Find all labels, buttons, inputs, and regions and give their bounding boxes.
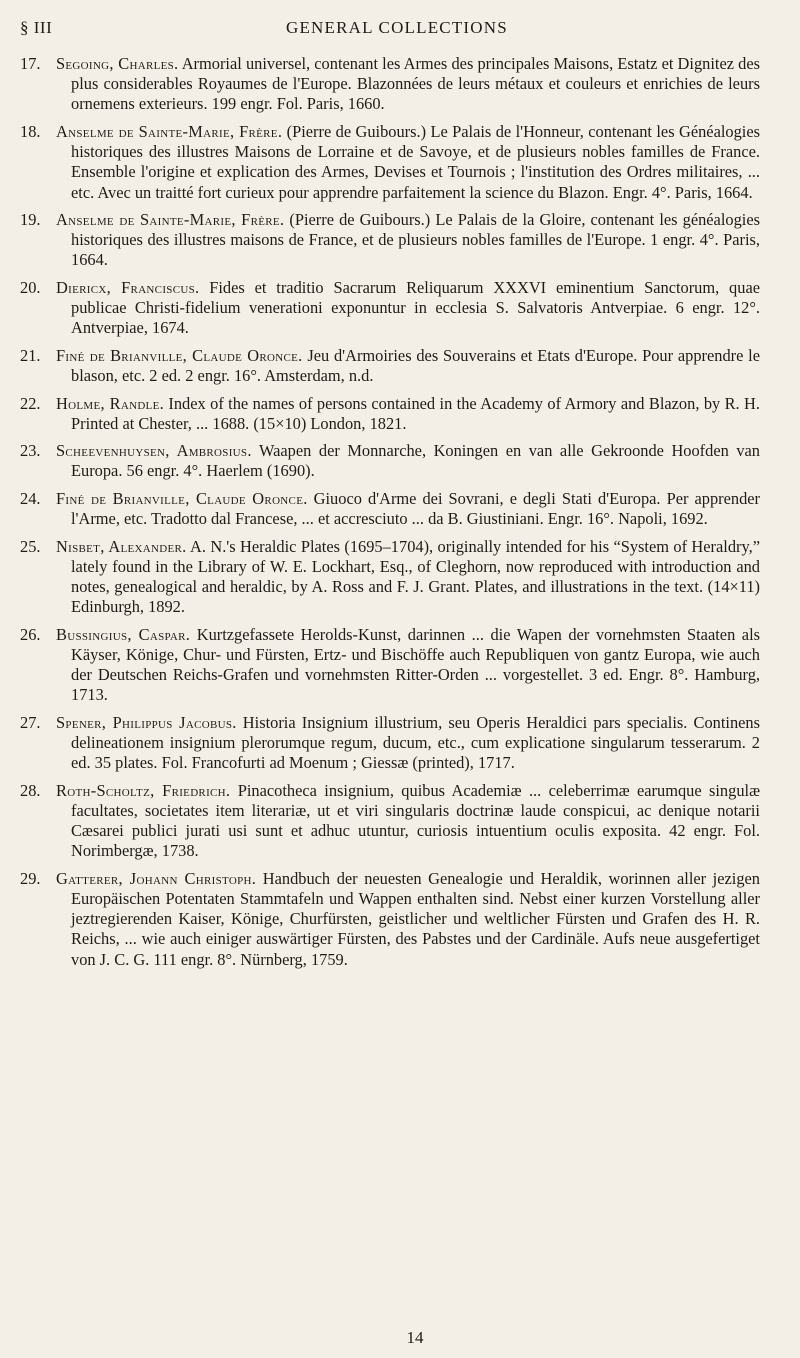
entry-author: Finé de Brianville, Claude Oronce. [56,345,303,365]
entry-description: Jeu d'Armoiries des Souverains et Etats d'Europe. Pour apprendre le blason, etc. 2 ed. 2 engr. 16°. Amsterdam, n.d. [71,345,761,386]
entry-text [56,781,760,862]
catalogue-entry [20,869,760,970]
entry-description: (Pierre de Guibours.) Le Palais de l'Honneur, contenant les Généalogies historiques des illustres Maisons de Lorraine et de Savoye, et de plusieurs nobles familles de France. Ensemble l'origine et explication des Armes, Devises et Tournois ; l'institution des Ordres militaires, ... etc. Avec un traitté fort curieux pour apprendre parfaitement la science du Blazon. Engr. 4°. Paris, 1664. [71,121,760,202]
entry-author: Holme, Randle. [56,393,164,413]
entry-text [56,346,760,386]
catalogue-entry [20,54,760,115]
entry-text [56,278,760,339]
entry-number: 23. [20,441,41,461]
entry-author: Spener, Philippus Jacobus. [56,712,237,732]
section-mark: § III [20,18,53,37]
entry-text [56,869,760,970]
entry-number: 18. [20,121,41,141]
entry-number: 17. [20,54,41,73]
catalogue-entry [20,210,760,271]
entry-author: Anselme de Sainte-Marie, Frère. [56,210,285,230]
entry-number: 19. [20,210,41,230]
entry-author: Finé de Brianville, Claude Oronce. [56,488,308,508]
catalogue-entry [20,278,760,339]
entry-description: Waapen der Monnarche, Koningen en van alle Gekroonde Hoofden van Europa. 56 engr. 4°. Haerlem (1690). [71,441,760,481]
catalogue-entry [20,394,760,434]
entry-author: Schеevenhuysen, Ambrosius. [56,441,252,461]
entry-description: Pinacotheca insignium, quibus Academiæ ... celeberrimæ earumque singulæ facultates, societates item literariæ, ut et viri singularis doctrinæ laude conspicui, ac denique notarii Cæsarei publici jurati usi sunt et adhuc utuntur, curiosis intuentium oculis exposita. 42 engr. Fol. Norimbergæ, 1738. [71,780,761,861]
page-number: 14 [406,1328,424,1347]
entry-description: Handbuch der neuesten Genealogie und Heraldik, worinnen aller jezigen Europäischen Potentaten Stammtafeln und Wappen enthalten sind. Nebst einer kurzen Vorstellung aller jeztregierenden Kaiser, Könige, Churfürsten, geistlicher und weltlicher Fürsten und Grafen des H. R. Reichs, ... wie auch einiger auswärtiger Fürsten, des Pabstes und der Cardinäle. Aufs neue ausgefertiget von J. C. G. 111 engr. 8°. Nürnberg, 1759. [71,868,760,969]
entry-number: 25. [20,536,41,556]
entry-number: 26. [20,624,41,644]
entry-description: Historia Insignium illustrium, seu Operis Heraldici pars specialis. Continens delineationem insignium plerorumque regum, ducum, etc., cum explicatione singularum tesserarum. 2 ed. 35 plates. Fol. Francofurti ad Moenum ; Giessæ (printed), 1717. [71,712,760,773]
entry-text [56,625,760,706]
entry-number: 21. [20,345,41,365]
entry-list [20,54,760,970]
entry-number: 27. [20,712,41,732]
entry-author: Anselme de Sainte-Marie, Frère. [56,121,283,141]
entry-description: Index of the names of persons contained in the Academy of Armory and Blazon, by R. H. Printed at Chester, ... 1688. (15×10) London, 1821. [71,393,760,433]
entry-author: Diericx, Franciscus. [56,277,200,297]
catalogue-entry [20,537,760,618]
entry-author: Bussingius, Caspar. [56,624,191,644]
entry-text [56,54,760,115]
entry-number: 22. [20,393,41,413]
entry-text [56,489,760,529]
entry-number: 28. [20,780,41,800]
entry-description: Armorial universel, contenant les Armes des principales Maisons, Estatz et Dignitez des plus considerables Royaumes de l'Europe. Blazonnées de leurs métaux et couleurs et enrichies de leurs ornemens exterieurs. 199 engr. Fol. Paris, 1660. [71,54,760,114]
catalogue-entry [20,346,760,386]
entry-description: (Pierre de Guibours.) Le Palais de la Gloire, contenant les généalogies historiques des illustres maisons de France, et de plusieurs nobles familles de l'Europe. 1 engr. 4°. Paris, 1664. [71,210,760,270]
entry-text [56,210,760,271]
entry-author: Nisbet, Alexander. [56,536,187,556]
entry-description: Giuoco d'Arme dei Sovrani, e degli Stati d'Europa. Per apprender l'Arme, etc. Tradotto dal Francese, ... et accresciuto ... da B. Giustiniani. Engr. 16°. Napoli, 1692. [71,488,760,529]
catalogue-entry [20,713,760,774]
entry-description: Fides et traditio Sacrarum Reliquarum XXXVI eminentium Sanctorum, quae publicae Christi-fidelium venerationi exponuntur in ecclesia S. Salvatoris Antverpiae. 6 engr. 12°. Antverpiae, 1674. [71,277,761,338]
entry-text [56,713,760,774]
catalogue-entry [20,781,760,862]
catalogue-entry [20,489,760,529]
entry-author: Segoing, Charles. [56,54,179,73]
entry-text [56,394,760,434]
entry-author: Roth-Scholtz, Friedrich. [56,780,231,800]
catalogue-entry [20,441,760,481]
entry-text [56,441,760,481]
entry-text [56,537,760,618]
running-title: GENERAL COLLECTIONS [286,18,508,37]
entry-text [56,122,760,203]
entry-description: A. N.'s Heraldic Plates (1695–1704), originally intended for his “System of Heraldry,” lately found in the Library of W. E. Lockhart, Esq., of Cleghorn, now reproduced with introduction and notes, genealogical and heraldic, by A. Ross and F. J. Grant. Plates, and illustrations in the text. (14×11) Edinburgh, 1892. [71,536,760,617]
running-header [20,16,760,42]
entry-number: 24. [20,488,41,508]
catalogue-entry [20,122,760,203]
entry-description: Kurtzgefassete Herolds-Kunst, darinnen ... die Wapen der vornehmsten Staaten als Käyser, Könige, Chur- und Fürsten, Ertz- und Bischöffe auch Republiquen von gantz Europa, wie auch der Deutschen Reichs-Grafen und vornehmsten Ritter-Orden ... vorgestellet. 3 ed. Engr. 8°. Hamburg, 1713. [71,624,760,705]
entry-number: 29. [20,868,41,888]
entry-author: Gatterer, Johann Christoph. [56,868,257,888]
entry-number: 20. [20,277,41,297]
catalogue-entry [20,625,760,706]
